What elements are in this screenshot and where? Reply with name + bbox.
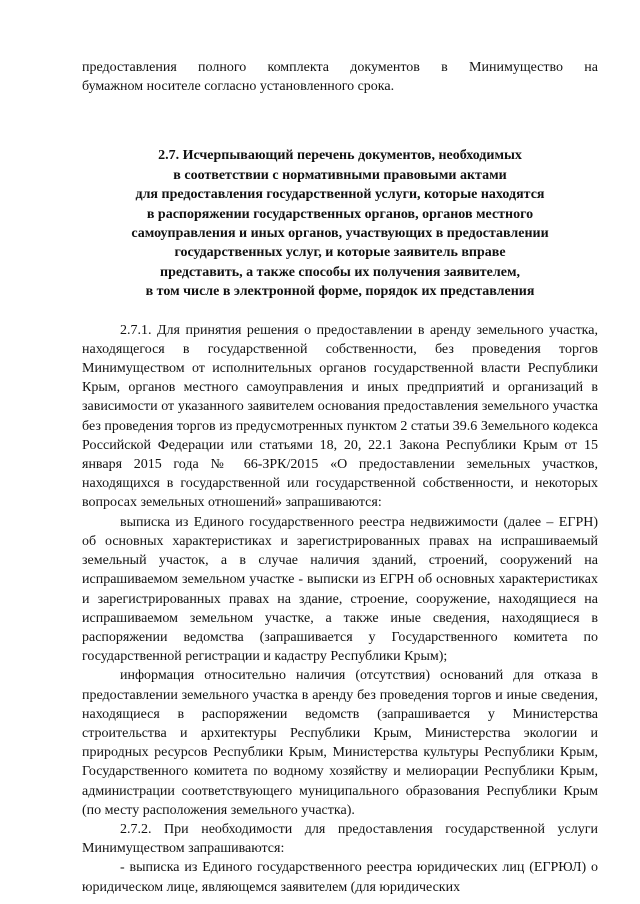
paragraph-egrul-extract: - выписка из Единого государственного реестра юридических лиц (ЕГРЮЛ) о юридическом лице, являющемся заявителем (для юридических — [82, 860, 598, 895]
heading-line: 2.7. Исчерпывающий перечень документов, необходимых — [158, 148, 522, 164]
paragraph-grounds-info: информация относительно наличия (отсутствия) оснований для отказа в предоставлении земельного участка в аренду без проведения торгов и иные сведения, находящиеся в распоряжении ведомств (запрашивается у Министерства строительства и архитектуры Республики Крым, Министерства экологии и природных ресурсов Республики Крым, Министерства культуры Республики Крым, Государственного комитета по водному хозяйству и мелиорации Республики Крым, администрации соответствующего муниципального образования Республики Крым (по месту расположения земельного участка). — [82, 668, 598, 818]
heading-line: в том числе в электронной форме, порядок их представления — [145, 284, 535, 300]
heading-line: представить, а также способы их получения заявителем, — [160, 264, 520, 280]
heading-line: государственных услуг, и которые заявитель вправе — [174, 245, 506, 261]
paragraph-2-7-1: 2.7.1. Для принятия решения о предоставлении в аренду земельного участка, находящегося в государственной собственности, без проведения торгов Минимуществом от исполнительных органов государственной власти Республики Крым, органов местного самоуправления и иных предприятий и организаций в зависимости от указанного заявителем основания предоставления земельного участка без проведения торгов из предусмотренных пунктом 2 статьи 39.6 Земельного кодекса Российской Федерации или статьями 18, 20, 22.1 Закона Республики Крым от 15 января 2015 года № 66-ЗРК/2015 «О предоставлении земельных участков, находящихся в государственной или государственной собственности, и некоторых вопросах земельных отношений» запрашиваются: — [82, 322, 598, 511]
intro-line-2: бумажном носителе согласно установленного срока. — [82, 79, 395, 95]
intro-line-1: предоставления полного комплекта документов в Минимущество на — [82, 60, 598, 75]
heading-line: в распоряжении государственных органов, органов местного — [146, 206, 534, 222]
paragraph-2-7-2: 2.7.2. При необходимости для предоставления государственной услуги Минимуществом запрашиваются: — [82, 821, 598, 857]
section-heading — [82, 146, 598, 301]
paragraph-egrn-extract: выписка из Единого государственного реестра недвижимости (далее – ЕГРН) об основных характеристиках и зарегистрированных правах на испрашиваемый земельный участок, а в случае наличия зданий, строений, сооружений на испрашиваемом земельном участке - выписки из ЕГРН об основных характеристиках и зарегистрированных правах на здание, строение, сооружение, находящиеся на испрашиваемом земельном участке, а также иные сведения, находящиеся в распоряжении ведомства (запрашивается у Государственного комитета по государственной регистрации и кадастру Республики Крым); — [82, 514, 598, 665]
heading-line: самоуправления и иных органов, участвующих в предоставлении — [131, 226, 549, 242]
heading-line: для предоставления государственной услуги, которые находятся — [135, 187, 545, 203]
heading-line: в соответствии с нормативными правовыми актами — [173, 167, 507, 183]
